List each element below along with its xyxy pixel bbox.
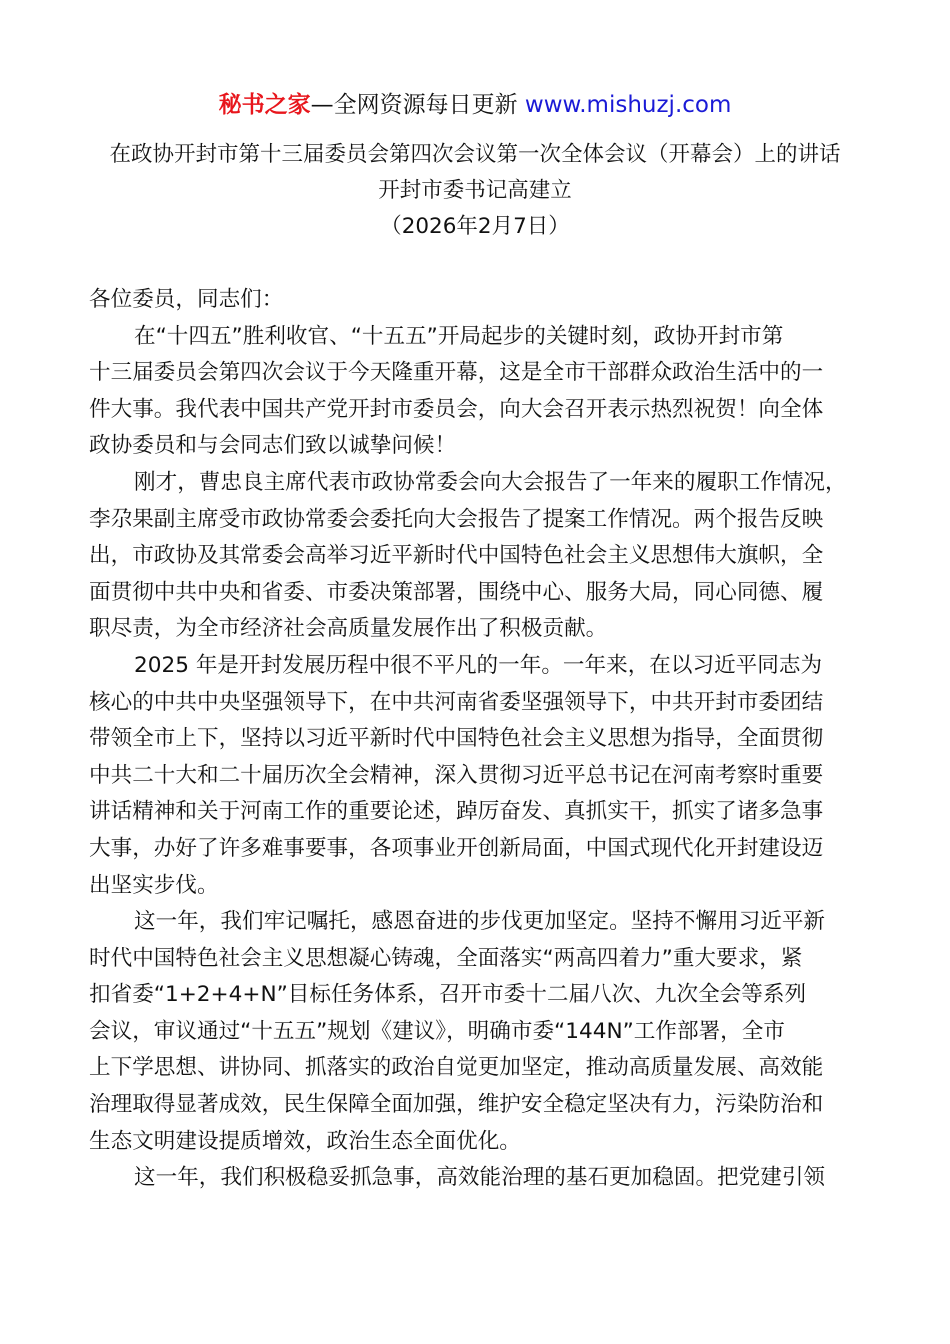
- document-date: （2026年2月7日）: [380, 214, 570, 239]
- document-title: 在政协开封市第十三届委员会第四次会议第一次全体会议（开幕会）上的讲话: [109, 142, 841, 167]
- paragraph-line: 面贯彻中共中央和省委、市委决策部署，围绕中心、服务大局，同心同德、履: [89, 579, 824, 605]
- paragraph-line: 2025 年是开封发展历程中很不平凡的一年。一年来，在以习近平同志为: [134, 652, 823, 678]
- paragraph-line: 上下学思想、讲协同、抓落实的政治自觉更加坚定，推动高质量发展、高效能: [89, 1055, 824, 1081]
- paragraph-line: 中共二十大和二十届历次全会精神，深入贯彻习近平总书记在河南考察时重要: [89, 762, 824, 788]
- paragraph-line: 刚才，曹忠良主席代表市政协常委会向大会报告了一年来的履职工作情况，: [134, 469, 847, 495]
- site-header: [0, 88, 950, 122]
- document-speaker: 开封市委书记高建立: [378, 178, 572, 203]
- paragraph-line: 李尕果副主席受市政协常委会委托向大会报告了提案工作情况。两个报告反映: [89, 506, 824, 532]
- site-url[interactable]: www.mishuzj.com: [517, 92, 732, 118]
- paragraph-line: 生态文明建设提质增效，政治生态全面优化。: [89, 1128, 521, 1154]
- site-tagline: —全网资源每日更新: [310, 92, 518, 118]
- paragraph-line: 讲话精神和关于河南工作的重要论述，踔厉奋发、真抓实干，抓实了诸多急事: [89, 799, 824, 825]
- paragraph-line: 扣省委“1+2+4+N”目标任务体系，召开市委十二届八次、九次全会等系列: [89, 982, 807, 1008]
- paragraph-line: 出坚实步伐。: [89, 872, 219, 898]
- paragraph-line: 十三届委员会第四次会议于今天隆重开幕，这是全市干部群众政治生活中的一: [89, 360, 824, 386]
- paragraph-line: 治理取得显著成效，民生保障全面加强，维护安全稳定坚决有力，污染防治和: [89, 1092, 824, 1118]
- paragraph-line: 会议，审议通过“十五五”规划《建议》，明确市委“144N”工作部署，全市: [89, 1018, 785, 1044]
- paragraph-line: 时代中国特色社会主义思想凝心铸魂，全面落实“两高四着力”重大要求，紧: [89, 945, 803, 971]
- paragraph-line: 带领全市上下，坚持以习近平新时代中国特色社会主义思想为指导，全面贯彻: [89, 726, 824, 752]
- paragraph-line: 核心的中共中央坚强领导下，在中共河南省委坚强领导下，中共开封市委团结: [89, 689, 824, 715]
- paragraph-line: 件大事。我代表中国共产党开封市委员会，向大会召开表示热烈祝贺！向全体: [89, 396, 824, 422]
- paragraph-line: 职尽责，为全市经济社会高质量发展作出了积极贡献。: [89, 616, 608, 642]
- salutation: 各位委员，同志们：: [89, 287, 284, 312]
- paragraph-line: 大事，办好了许多难事要事，各项事业开创新局面，中国式现代化开封建设迈: [89, 835, 824, 861]
- paragraph-line: 出，市政协及其常委会高举习近平新时代中国特色社会主义思想伟大旗帜，全: [89, 543, 824, 569]
- paragraph-line: 这一年，我们牢记嘱托，感恩奋进的步伐更加坚定。坚持不懈用习近平新: [134, 909, 826, 935]
- paragraph-line: 政协委员和与会同志们致以诚挚问候！: [89, 433, 457, 459]
- brand-name: 秘书之家: [218, 92, 311, 118]
- paragraph-line: 在“十四五”胜利收官、“十五五”开局起步的关键时刻，政协开封市第: [134, 323, 784, 349]
- paragraph-line: 这一年，我们积极稳妥抓急事，高效能治理的基石更加稳固。把党建引领: [134, 1165, 826, 1191]
- document-body: [89, 282, 864, 1197]
